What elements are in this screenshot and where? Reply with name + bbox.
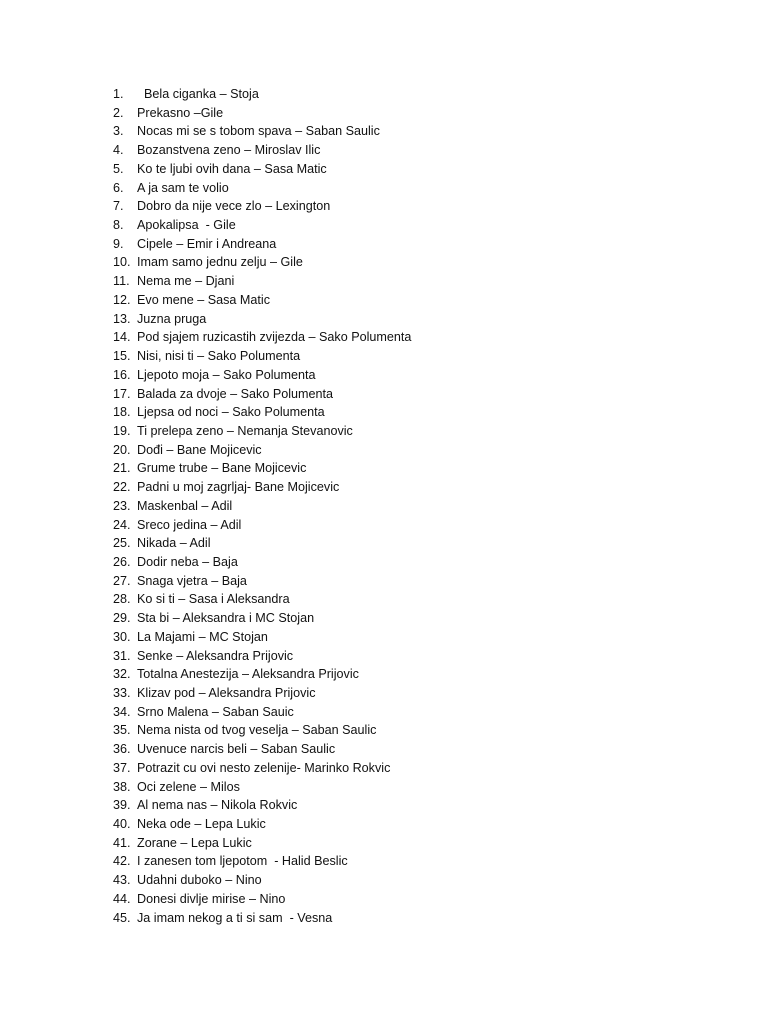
list-item-number: 42. (113, 854, 131, 869)
list-item-text: Nema me – Djani (137, 274, 235, 289)
list-item-text: Juzna pruga (137, 311, 207, 326)
list-item (113, 179, 411, 198)
list-item-number: 5. (113, 161, 124, 176)
list-item-number: 2. (113, 105, 124, 120)
list-item (113, 665, 411, 684)
list-item-text: Udahni duboko – Nino (137, 873, 262, 888)
list-item-text: Sta bi – Aleksandra i MC Stojan (137, 611, 315, 626)
list-item (113, 553, 411, 572)
list-item-text: A ja sam te volio (137, 180, 229, 195)
list-item-number: 11. (113, 274, 130, 289)
list-item (113, 422, 411, 441)
list-item-number: 38. (113, 779, 131, 794)
list-item-text: Bozanstvena zeno – Miroslav Ilic (137, 143, 321, 158)
list-item (113, 647, 411, 666)
list-item-text: Balada za dvoje – Sako Polumenta (137, 386, 334, 401)
list-item (113, 141, 411, 160)
list-item (113, 216, 411, 235)
list-item-number: 6. (113, 180, 124, 195)
list-item-text: Nocas mi se s tobom spava – Saban Saulic (137, 124, 380, 139)
list-item (113, 160, 411, 179)
list-item-number: 36. (113, 742, 131, 757)
list-item (113, 385, 411, 404)
list-item-text: Pod sjajem ruzicastih zvijezda – Sako Polumenta (137, 330, 412, 345)
list-item-text: Uvenuce narcis beli – Saban Saulic (137, 742, 336, 757)
list-item-number: 24. (113, 517, 131, 532)
list-item-number: 45. (113, 910, 131, 925)
list-item-text: Neka ode – Lepa Lukic (137, 817, 266, 832)
list-item-number: 20. (113, 442, 131, 457)
list-item-text: Ti prelepa zeno – Nemanja Stevanovic (137, 423, 353, 438)
list-item-text: Ljepsa od noci – Sako Polumenta (137, 405, 325, 420)
list-item (113, 85, 411, 104)
list-item-text: Bela ciganka – Stoja (137, 87, 259, 101)
list-item-text: Ko si ti – Sasa i Aleksandra (137, 592, 290, 607)
list-item-text: Ko te ljubi ovih dana – Sasa Matic (137, 161, 327, 176)
list-item-text: Maskenbal – Adil (137, 498, 233, 513)
list-item (113, 403, 411, 422)
list-item-text: Zorane – Lepa Lukic (137, 835, 252, 850)
list-item-text: Totalna Anestezija – Aleksandra Prijovic (137, 667, 359, 682)
list-item-number: 3. (113, 124, 124, 139)
list-item-number: 23. (113, 498, 131, 513)
list-item-number: 39. (113, 798, 131, 813)
list-item (113, 441, 411, 460)
list-item-number: 28. (113, 592, 131, 607)
list-item (113, 291, 411, 310)
list-item-text: Grume trube – Bane Mojicevic (137, 461, 307, 476)
list-item-text: Imam samo jednu zelju – Gile (137, 255, 303, 270)
list-item-number: 10. (113, 255, 131, 270)
list-item-number: 4. (113, 143, 124, 158)
list-item-number: 21. (113, 461, 131, 476)
list-item (113, 740, 411, 759)
list-item-text: Evo mene – Sasa Matic (137, 292, 270, 307)
list-item (113, 122, 411, 141)
list-item-text: Klizav pod – Aleksandra Prijovic (137, 686, 316, 700)
list-item (113, 104, 411, 123)
list-item-text: Donesi divlje mirise – Nino (137, 891, 286, 906)
list-item-number: 25. (113, 536, 131, 551)
list-item-text: Nema nista od tvog veselja – Saban Saulic (137, 723, 377, 738)
list-item-number: 37. (113, 760, 131, 775)
list-item (113, 871, 411, 890)
list-item-number: 9. (113, 236, 124, 251)
song-list (113, 85, 411, 927)
list-item-text: Srno Malena – Saban Sauic (137, 704, 294, 719)
list-item (113, 347, 411, 366)
list-item (113, 478, 411, 497)
list-item-number: 40. (113, 817, 131, 832)
list-item-number: 27. (113, 573, 131, 588)
list-item-number: 8. (113, 218, 124, 233)
list-item-text: Dođi – Bane Mojicevic (137, 442, 262, 457)
list-item-number: 43. (113, 873, 131, 888)
list-item-number: 44. (113, 891, 131, 906)
list-item-text: Ja imam nekog a ti si sam - Vesna (137, 910, 333, 925)
list-item (113, 497, 411, 516)
list-item (113, 721, 411, 740)
list-item (113, 310, 411, 329)
list-item (113, 852, 411, 871)
list-item-text: Potrazit cu ovi nesto zelenije- Marinko Rokvic (137, 760, 391, 775)
list-item-text: Al nema nas – Nikola Rokvic (137, 798, 298, 813)
list-item (113, 703, 411, 722)
list-item-number: 18. (113, 405, 131, 420)
list-item-number: 33. (113, 686, 131, 700)
list-item (113, 366, 411, 385)
list-item-number: 14. (113, 330, 131, 345)
list-item (113, 834, 411, 853)
list-item-number: 35. (113, 723, 131, 738)
list-item-text: Senke – Aleksandra Prijovic (137, 648, 294, 663)
list-item-number: 29. (113, 611, 131, 626)
list-item-number: 12. (113, 292, 131, 307)
list-item-text: Ljepoto moja – Sako Polumenta (137, 367, 316, 382)
list-item-text: Padni u moj zagrljaj- Bane Mojicevic (137, 480, 340, 495)
list-item (113, 684, 411, 703)
list-item-number: 1. (113, 87, 124, 101)
list-item-text: Oci zelene – Milos (137, 779, 240, 794)
list-item-number: 17. (113, 386, 131, 401)
list-item-number: 30. (113, 629, 131, 644)
list-item-number: 15. (113, 349, 131, 364)
list-item-number: 13. (113, 311, 131, 326)
list-item (113, 778, 411, 797)
list-item-text: Dodir neba – Baja (137, 554, 238, 569)
list-item (113, 815, 411, 834)
list-item-number: 22. (113, 480, 131, 495)
list-item-number: 34. (113, 704, 131, 719)
list-item-text: Snaga vjetra – Baja (137, 573, 247, 588)
list-item-text: La Majami – MC Stojan (137, 629, 268, 644)
list-item (113, 197, 411, 216)
list-item (113, 759, 411, 778)
list-item-text: I zanesen tom ljepotom - Halid Beslic (137, 854, 348, 869)
list-item-number: 16. (113, 367, 131, 382)
list-item (113, 609, 411, 628)
list-item-text: Cipele – Emir i Andreana (137, 236, 277, 251)
list-item-number: 26. (113, 554, 131, 569)
list-item-number: 7. (113, 199, 124, 214)
list-item-number: 19. (113, 423, 131, 438)
list-item (113, 628, 411, 647)
list-item (113, 235, 411, 254)
list-item-text: Prekasno –Gile (137, 105, 224, 120)
list-item-number: 41. (113, 835, 131, 850)
list-item-text: Nikada – Adil (137, 536, 211, 551)
list-item-number: 31. (113, 648, 131, 663)
list-item (113, 590, 411, 609)
list-item (113, 534, 411, 553)
list-item-text: Sreco jedina – Adil (137, 517, 242, 532)
list-item-number: 32. (113, 667, 131, 682)
list-item-text: Nisi, nisi ti – Sako Polumenta (137, 349, 301, 364)
list-item (113, 253, 411, 272)
list-item (113, 796, 411, 815)
list-item (113, 572, 411, 591)
list-item (113, 516, 411, 535)
list-item (113, 328, 411, 347)
list-item-text: Dobro da nije vece zlo – Lexington (137, 199, 331, 214)
list-item (113, 890, 411, 909)
list-item (113, 909, 411, 928)
list-item (113, 459, 411, 478)
list-item-text: Apokalipsa - Gile (137, 218, 236, 233)
list-item (113, 272, 411, 291)
